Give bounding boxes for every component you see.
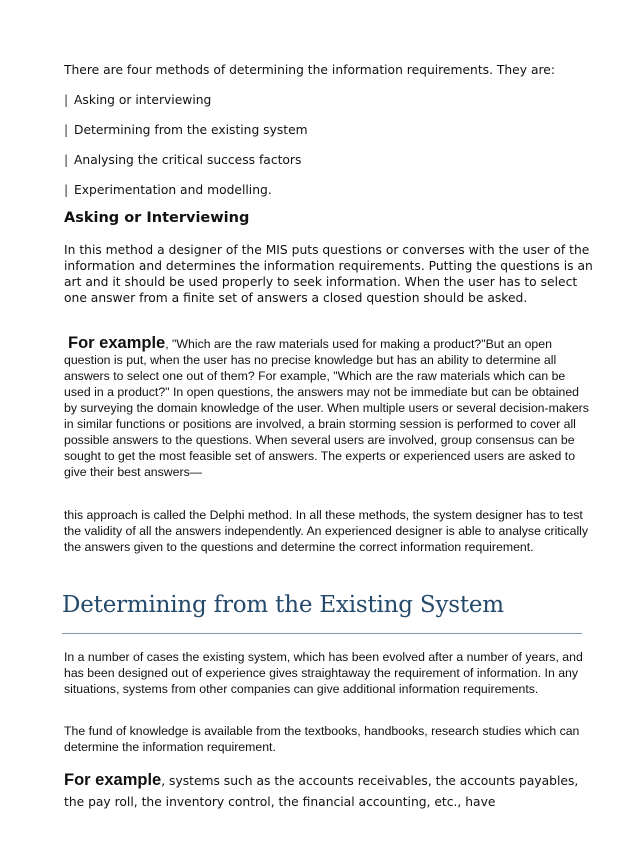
example-lead: For example [64,771,162,789]
method-label: Asking or interviewing [74,93,212,107]
example-text: , systems such as the accounts receivables, the accounts payables, the pay roll, the inventory control, the financial accounting, etc., have [64,774,579,809]
bullet-mark: | [64,93,69,107]
section-heading-existing: Determining from the Existing System [62,592,504,618]
section-heading-asking: Asking or Interviewing [64,210,250,226]
method-label: Experimentation and modelling. [74,183,272,197]
example-lead: For example [68,334,166,352]
existing-paragraph: In a number of cases the existing system, which has been evolved after a number of years, and has been designed out of experience gives straightaway the requirement of information. In any situations, systems from other companies can give additional information requirements. [64,650,583,696]
method-label: Analysing the critical success factors [74,153,302,167]
method-list-item [64,183,272,197]
bullet-mark: | [64,183,69,197]
method-list-item [64,123,308,137]
delphi-paragraph: this approach is called the Delphi method. In all these methods, the system designer has to test the validity of all the answers independently. An experienced designer is able to analyse critically the answers given to the questions and determine the correct information requirement. [64,508,589,554]
example-text: , "Which are the raw materials used for making a product?"But an open question is put, when the user has no precise knowledge but has an ability to determine all answers to select one out of them? For example, "Which are the raw materials which can be used in a product?" In open questions, the answers may not be immediate but can be obtained by surveying the domain knowledge of the user. When multiple users or several decision-makers in similar functions or positions are involved, a brain storming session is performed to cover all possible answers to the questions. When several users are involved, group consensus can be sought to get the most feasible set of answers. The experts or experienced users are asked to give their best answers— [64,337,589,479]
existing-example-paragraph [64,770,594,813]
bullet-mark: | [64,123,69,137]
method-list-item [64,153,301,167]
bullet-mark: | [64,153,69,167]
method-label: Determining from the existing system [74,123,308,137]
heading-underline [62,633,582,634]
asking-example-paragraph [64,335,594,480]
asking-paragraph: In this method a designer of the MIS puts questions or converses with the user of the information and determines the information requirements. Putting the questions is an art and it should be used properly to seek information. When the user has to select one answer from a finite set of answers a closed question should be asked. [64,243,593,305]
intro-text: There are four methods of determining the information requirements. They are: [64,63,555,77]
method-list-item [64,93,211,107]
knowledge-paragraph: The fund of knowledge is available from the textbooks, handbooks, research studies which can determine the information requirement. [64,724,580,754]
